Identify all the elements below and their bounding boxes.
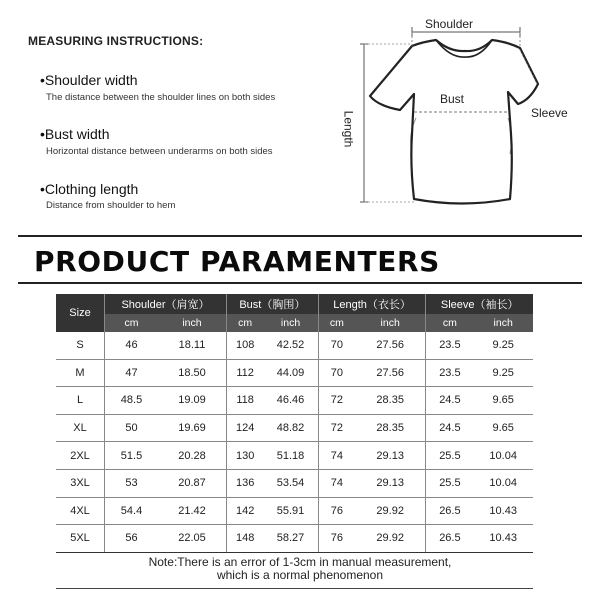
table-row bbox=[56, 414, 533, 442]
size-cell: M bbox=[56, 359, 105, 387]
measurement-cell: 9.25 bbox=[473, 332, 533, 359]
table-row bbox=[56, 359, 533, 387]
unit-header: cm bbox=[105, 314, 159, 332]
size-cell: 5XL bbox=[56, 525, 105, 553]
measurement-cell: 58.27 bbox=[263, 525, 318, 553]
note-line-2: which is a normal phenomenon bbox=[216, 568, 384, 582]
measurement-cell: 44.09 bbox=[263, 359, 318, 387]
bust-instruction-desc: Horizontal distance between underarms on both sides bbox=[46, 146, 273, 157]
bust-label: Bust bbox=[440, 92, 465, 106]
unit-header: inch bbox=[158, 314, 226, 332]
measurement-cell: 10.04 bbox=[473, 469, 533, 497]
measurement-cell: 9.65 bbox=[473, 414, 533, 442]
bust-instruction-heading: •Bust width bbox=[40, 126, 110, 142]
sleeve-label: Sleeve bbox=[531, 106, 568, 120]
measurement-cell: 29.13 bbox=[355, 442, 426, 470]
measurement-cell: 53.54 bbox=[263, 469, 318, 497]
measurement-cell: 28.35 bbox=[355, 387, 426, 415]
shoulder-label: Shoulder bbox=[425, 17, 474, 31]
measurement-cell: 29.92 bbox=[355, 525, 426, 553]
measurement-cell: 24.5 bbox=[426, 414, 473, 442]
measurement-cell: 42.52 bbox=[263, 332, 318, 359]
measurement-cell: 24.5 bbox=[426, 387, 473, 415]
measurement-cell: 48.82 bbox=[263, 414, 318, 442]
title-divider bbox=[18, 282, 582, 284]
length-column-header: Length（衣长） bbox=[318, 294, 426, 314]
table-row bbox=[56, 332, 533, 359]
measurement-cell: 25.5 bbox=[426, 442, 473, 470]
measurement-cell: 142 bbox=[226, 497, 263, 525]
unit-header: inch bbox=[263, 314, 318, 332]
table-row bbox=[56, 497, 533, 525]
measurement-cell: 29.13 bbox=[355, 469, 426, 497]
measurement-cell: 19.69 bbox=[158, 414, 226, 442]
measurement-cell: 53 bbox=[105, 469, 159, 497]
size-column-header: Size bbox=[56, 294, 105, 332]
measurement-cell: 23.5 bbox=[426, 332, 473, 359]
measurement-cell: 20.87 bbox=[158, 469, 226, 497]
measurement-cell: 55.91 bbox=[263, 497, 318, 525]
measurement-cell: 76 bbox=[318, 497, 355, 525]
measurement-cell: 10.43 bbox=[473, 525, 533, 553]
measurement-cell: 18.11 bbox=[158, 332, 226, 359]
size-cell: 4XL bbox=[56, 497, 105, 525]
table-units-row bbox=[56, 314, 533, 332]
measurement-cell: 27.56 bbox=[355, 359, 426, 387]
length-label: Length bbox=[341, 110, 356, 148]
sleeve-column-header: Sleeve（袖长） bbox=[426, 294, 533, 314]
measurement-cell: 74 bbox=[318, 442, 355, 470]
measurement-cell: 19.09 bbox=[158, 387, 226, 415]
measurement-cell: 26.5 bbox=[426, 497, 473, 525]
measurement-cell: 108 bbox=[226, 332, 263, 359]
measurement-cell: 48.5 bbox=[105, 387, 159, 415]
measurement-cell: 51.5 bbox=[105, 442, 159, 470]
table-header-row bbox=[56, 294, 533, 314]
measurement-cell: 54.4 bbox=[105, 497, 159, 525]
length-instruction-desc: Distance from shoulder to hem bbox=[46, 200, 176, 211]
unit-header: inch bbox=[473, 314, 533, 332]
measurement-cell: 112 bbox=[226, 359, 263, 387]
measurement-cell: 46 bbox=[105, 332, 159, 359]
table-row bbox=[56, 525, 533, 553]
measurement-cell: 76 bbox=[318, 525, 355, 553]
size-cell: L bbox=[56, 387, 105, 415]
table-row bbox=[56, 387, 533, 415]
bottom-divider bbox=[56, 588, 533, 589]
size-cell: S bbox=[56, 332, 105, 359]
measurement-cell: 10.43 bbox=[473, 497, 533, 525]
measurement-cell: 18.50 bbox=[158, 359, 226, 387]
shoulder-column-header: Shoulder（肩宽） bbox=[105, 294, 227, 314]
shoulder-instruction-heading: •Shoulder width bbox=[40, 72, 138, 88]
measurement-cell: 20.28 bbox=[158, 442, 226, 470]
shoulder-instruction-desc: The distance between the shoulder lines on both sides bbox=[46, 92, 276, 103]
unit-header: cm bbox=[426, 314, 473, 332]
page-title: PRODUCT PARAMENTERS bbox=[34, 245, 440, 278]
measurement-cell: 148 bbox=[226, 525, 263, 553]
measurement-cell: 47 bbox=[105, 359, 159, 387]
tshirt-outline-icon bbox=[370, 40, 538, 204]
measurement-cell: 29.92 bbox=[355, 497, 426, 525]
measurement-cell: 23.5 bbox=[426, 359, 473, 387]
measurement-cell: 9.25 bbox=[473, 359, 533, 387]
top-divider bbox=[18, 235, 582, 237]
size-table bbox=[56, 294, 533, 553]
measurement-cell: 72 bbox=[318, 414, 355, 442]
measurement-cell: 74 bbox=[318, 469, 355, 497]
measurement-cell: 50 bbox=[105, 414, 159, 442]
size-cell: XL bbox=[56, 414, 105, 442]
note bbox=[0, 556, 600, 582]
table-row bbox=[56, 442, 533, 470]
length-instruction-heading: •Clothing length bbox=[40, 181, 139, 197]
measurement-cell: 124 bbox=[226, 414, 263, 442]
table-row bbox=[56, 469, 533, 497]
note-line-1: Note:There is an error of 1-3cm in manual measurement, bbox=[148, 555, 452, 569]
measurement-cell: 22.05 bbox=[158, 525, 226, 553]
unit-header: cm bbox=[226, 314, 263, 332]
measurement-cell: 72 bbox=[318, 387, 355, 415]
measurement-cell: 130 bbox=[226, 442, 263, 470]
measurement-cell: 28.35 bbox=[355, 414, 426, 442]
instructions-title: MEASURING INSTRUCTIONS: bbox=[28, 34, 204, 48]
measurement-cell: 27.56 bbox=[355, 332, 426, 359]
measurement-cell: 46.46 bbox=[263, 387, 318, 415]
measurement-cell: 136 bbox=[226, 469, 263, 497]
unit-header: inch bbox=[355, 314, 426, 332]
measurement-cell: 10.04 bbox=[473, 442, 533, 470]
measurement-cell: 9.65 bbox=[473, 387, 533, 415]
measurement-cell: 25.5 bbox=[426, 469, 473, 497]
bust-column-header: Bust（胸围） bbox=[226, 294, 318, 314]
measurement-cell: 118 bbox=[226, 387, 263, 415]
measurement-cell: 26.5 bbox=[426, 525, 473, 553]
measurement-cell: 51.18 bbox=[263, 442, 318, 470]
measurement-cell: 70 bbox=[318, 332, 355, 359]
measurement-cell: 56 bbox=[105, 525, 159, 553]
measurement-cell: 21.42 bbox=[158, 497, 226, 525]
size-cell: 2XL bbox=[56, 442, 105, 470]
unit-header: cm bbox=[318, 314, 355, 332]
size-cell: 3XL bbox=[56, 469, 105, 497]
measurement-cell: 70 bbox=[318, 359, 355, 387]
